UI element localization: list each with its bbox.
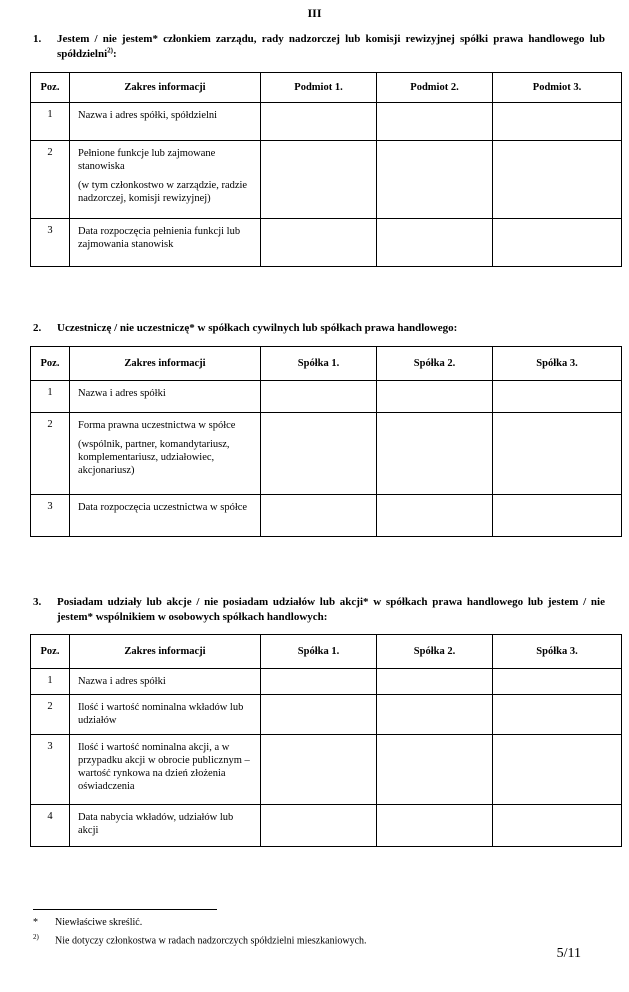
row-note: (wspólnik, partner, komandytariusz, komplementariusz, udziałowiec, akcjonariusz) bbox=[78, 439, 230, 476]
section-2-heading bbox=[33, 321, 605, 336]
input-cell-company-1[interactable] bbox=[261, 495, 377, 537]
table-row bbox=[31, 381, 622, 413]
column-header: Poz. bbox=[31, 73, 70, 103]
section-2-heading-text: Uczestniczę / nie uczestniczę* w spółkach cywilnych lub spółkach prawa handlowego: bbox=[57, 322, 458, 334]
footnote-1 bbox=[33, 917, 142, 929]
input-cell-company-3[interactable] bbox=[493, 413, 622, 495]
row-position: 1 bbox=[31, 103, 70, 141]
input-cell-subject-3[interactable] bbox=[493, 103, 622, 141]
table-row bbox=[31, 219, 622, 267]
input-cell-company-3[interactable] bbox=[493, 805, 622, 847]
row-position: 3 bbox=[31, 735, 70, 805]
column-header: Zakres informacji bbox=[70, 635, 261, 669]
input-cell-company-2[interactable] bbox=[377, 805, 493, 847]
input-cell-subject-1[interactable] bbox=[261, 219, 377, 267]
row-description: Nazwa i adres spółki bbox=[70, 381, 261, 413]
row-position: 1 bbox=[31, 669, 70, 695]
section-1-heading-text: Jestem / nie jestem* członkiem zarządu, rady nadzorczej lub komisji rewizyjnej spółki prawa handlowego lub spółdzielni bbox=[57, 33, 605, 60]
table-header-row bbox=[31, 73, 622, 103]
column-header: Zakres informacji bbox=[70, 73, 261, 103]
row-position: 3 bbox=[31, 495, 70, 537]
input-cell-company-2[interactable] bbox=[377, 413, 493, 495]
row-position: 2 bbox=[31, 141, 70, 219]
footnote-marker: * bbox=[33, 917, 38, 928]
section-2-table bbox=[30, 346, 622, 537]
page-header: III bbox=[307, 6, 322, 20]
column-header: Zakres informacji bbox=[70, 347, 261, 381]
table-header-row bbox=[31, 635, 622, 669]
input-cell-company-1[interactable] bbox=[261, 413, 377, 495]
input-cell-company-1[interactable] bbox=[261, 669, 377, 695]
input-cell-company-2[interactable] bbox=[377, 695, 493, 735]
section-3-table bbox=[30, 634, 622, 847]
section-2-number: 2. bbox=[33, 322, 42, 334]
table-row bbox=[31, 141, 622, 219]
footnote-ref: 2) bbox=[107, 46, 113, 55]
column-header: Poz. bbox=[31, 635, 70, 669]
row-description: Pełnione funkcje lub zajmowane stanowiska (w tym członkostwo w zarządzie, radzie nadzorczej, komisji rewizyjnej) bbox=[70, 141, 261, 219]
input-cell-company-1[interactable] bbox=[261, 735, 377, 805]
column-header: Spółka 1. bbox=[261, 635, 377, 669]
input-cell-subject-3[interactable] bbox=[493, 219, 622, 267]
column-header: Podmiot 2. bbox=[377, 73, 493, 103]
row-description: Ilość i wartość nominalna akcji, a w przypadku akcji w obrocie publicznym – wartość rynkowa na dzień złożenia oświadczenia bbox=[70, 735, 261, 805]
column-header: Podmiot 1. bbox=[261, 73, 377, 103]
row-description: Data nabycia wkładów, udziałów lub akcji bbox=[70, 805, 261, 847]
input-cell-company-3[interactable] bbox=[493, 495, 622, 537]
input-cell-company-2[interactable] bbox=[377, 381, 493, 413]
footnote-marker: 2) bbox=[33, 933, 39, 941]
row-description: Ilość i wartość nominalna wkładów lub udziałów bbox=[70, 695, 261, 735]
column-header: Spółka 2. bbox=[377, 635, 493, 669]
input-cell-subject-3[interactable] bbox=[493, 141, 622, 219]
section-1-heading: 1. Jestem / nie jestem* członkiem zarządu, rady nadzorczej lub komisji rewizyjnej spółki prawa handlowego lub spółdzielni$^{2)}$: bbox=[33, 33, 605, 60]
row-note: (w tym członkostwo w zarządzie, radzie nadzorczej, komisji rewizyjnej) bbox=[78, 180, 248, 204]
section-1-table bbox=[30, 72, 622, 267]
table-row bbox=[31, 495, 622, 537]
input-cell-company-3[interactable] bbox=[493, 735, 622, 805]
row-description: Nazwa i adres spółki, spółdzielni bbox=[70, 103, 261, 141]
row-position: 2 bbox=[31, 695, 70, 735]
input-cell-subject-2[interactable] bbox=[377, 141, 493, 219]
row-position: 2 bbox=[31, 413, 70, 495]
input-cell-subject-2[interactable] bbox=[377, 219, 493, 267]
input-cell-company-3[interactable] bbox=[493, 695, 622, 735]
footnote-divider bbox=[33, 909, 217, 910]
column-header: Poz. bbox=[31, 347, 70, 381]
table-row bbox=[31, 103, 622, 141]
table-row bbox=[31, 735, 622, 805]
section-3-number: 3. bbox=[33, 596, 42, 608]
input-cell-company-1[interactable] bbox=[261, 381, 377, 413]
input-cell-company-2[interactable] bbox=[377, 669, 493, 695]
input-cell-subject-1[interactable] bbox=[261, 103, 377, 141]
row-position: 4 bbox=[31, 805, 70, 847]
footnote-text: Nie dotyczy członkostwa w radach nadzorczych spółdzielni mieszkaniowych. bbox=[55, 935, 367, 947]
input-cell-company-2[interactable] bbox=[377, 735, 493, 805]
row-description: Data rozpoczęcia uczestnictwa w spółce bbox=[70, 495, 261, 537]
input-cell-company-1[interactable] bbox=[261, 695, 377, 735]
page-number: 5/11 bbox=[556, 946, 581, 961]
input-cell-company-1[interactable] bbox=[261, 805, 377, 847]
table-row bbox=[31, 805, 622, 847]
input-cell-subject-1[interactable] bbox=[261, 141, 377, 219]
column-header: Spółka 3. bbox=[493, 635, 622, 669]
column-header: Spółka 1. bbox=[261, 347, 377, 381]
section-3-heading-text: Posiadam udziały lub akcje / nie posiadam udziałów lub akcji* w spółkach prawa handlowego lub jestem / nie jestem* wspólnikiem w osobowych spółkach handlowych: bbox=[57, 596, 605, 623]
row-position: 1 bbox=[31, 381, 70, 413]
footnote-text: Niewłaściwe skreślić. bbox=[55, 917, 143, 928]
row-description: Data rozpoczęcia pełnienia funkcji lub zajmowania stanowisk bbox=[70, 219, 261, 267]
row-description: Nazwa i adres spółki bbox=[70, 669, 261, 695]
column-header: Spółka 3. bbox=[493, 347, 622, 381]
table-header-row bbox=[31, 347, 622, 381]
row-position: 3 bbox=[31, 219, 70, 267]
table-row bbox=[31, 413, 622, 495]
input-cell-company-2[interactable] bbox=[377, 495, 493, 537]
input-cell-company-3[interactable] bbox=[493, 669, 622, 695]
input-cell-subject-2[interactable] bbox=[377, 103, 493, 141]
column-header: Podmiot 3. bbox=[493, 73, 622, 103]
input-cell-company-3[interactable] bbox=[493, 381, 622, 413]
footnote-2 bbox=[33, 931, 367, 947]
section-3-heading bbox=[33, 595, 605, 625]
table-row bbox=[31, 695, 622, 735]
row-description: Forma prawna uczestnictwa w spółce (wspólnik, partner, komandytariusz, komplementariusz, udziałowiec, akcjonariusz) bbox=[70, 413, 261, 495]
section-1-number: 1. bbox=[33, 33, 42, 45]
column-header: Spółka 2. bbox=[377, 347, 493, 381]
table-row bbox=[31, 669, 622, 695]
